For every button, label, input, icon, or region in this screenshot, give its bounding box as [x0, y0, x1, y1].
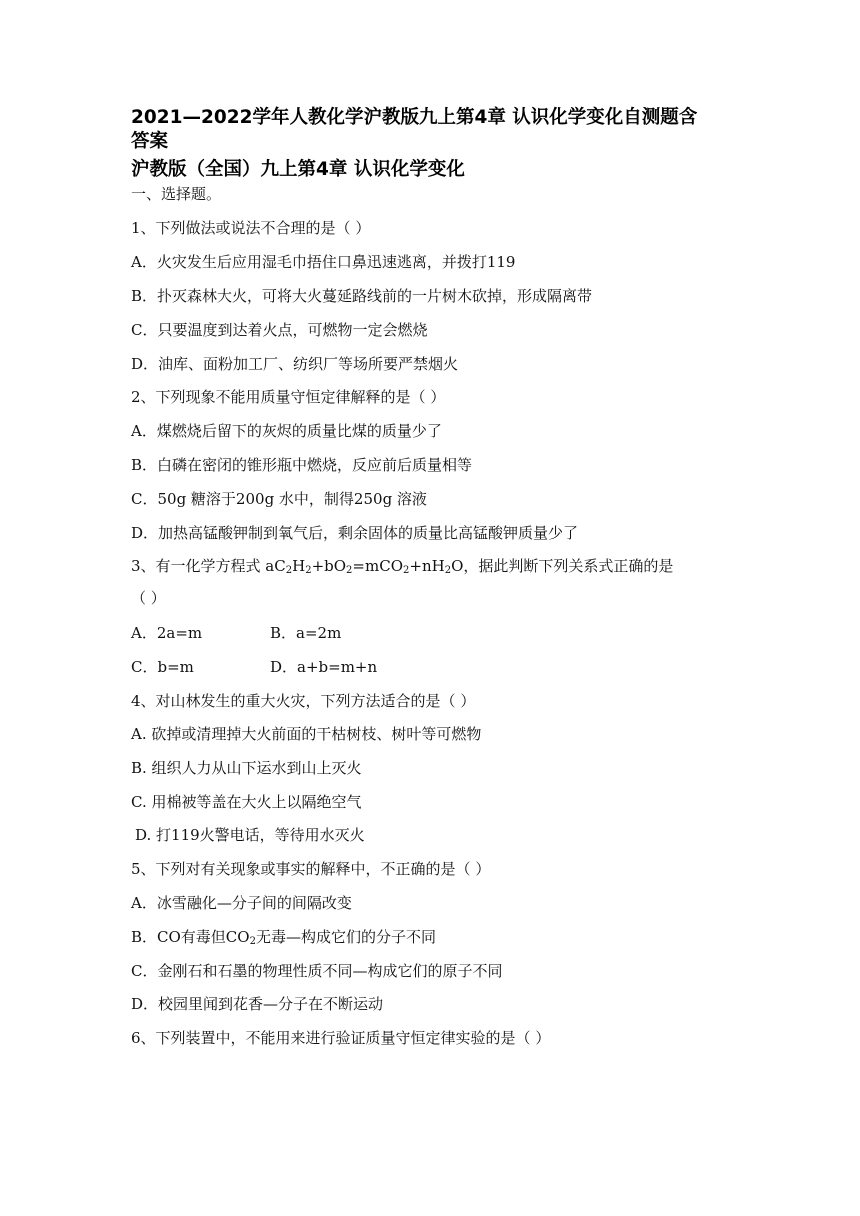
- question-4-option-d: D. 打119火警电话，等待用水灭火: [135, 826, 365, 844]
- question-3-option-c: C．b=m: [131, 658, 194, 676]
- question-5-stem: 5、下列对有关现象或事实的解释中，不正确的是（ ）: [131, 860, 491, 878]
- question-3-options-row1: [131, 623, 431, 643]
- document-title-line2: 答案: [131, 131, 169, 152]
- question-2-option-c: C．50g 糖溶于200g 水中，制得250g 溶液: [131, 490, 427, 508]
- question-1-stem: 1、下列做法或说法不合理的是（ ）: [131, 219, 371, 237]
- question-1-option-c: C．只要温度到达着火点，可燃物一定会燃烧: [131, 321, 428, 339]
- question-3-stem-line2: （ ）: [131, 589, 166, 607]
- document-subtitle: 沪教版（全国）九上第4章 认识化学变化: [131, 159, 465, 180]
- question-1-option-b: B．扑灭森林大火，可将大火蔓延路线前的一片树木砍掉，形成隔离带: [131, 287, 593, 305]
- question-3-options-row2: [131, 657, 431, 677]
- question-4-stem: 4、对山林发生的重大火灾，下列方法适合的是（ ）: [131, 692, 476, 710]
- question-4-option-a: A. 砍掉或清理掉大火前面的干枯树枝、树叶等可燃物: [131, 725, 482, 743]
- question-3-stem: 3、有一化学方程式 $aC_2H_2+bO_2=mCO_2+nH_2O$，据此判断下列关系式正确的是: [131, 557, 674, 576]
- question-2-stem: 2、下列现象不能用质量守恒定律解释的是（ ）: [131, 388, 446, 406]
- question-4-option-c: C. 用棉被等盖在大火上以隔绝空气: [131, 793, 362, 811]
- section-heading: 一、选择题。: [131, 185, 222, 203]
- question-3-option-d: D．a+b=m+n: [270, 658, 378, 676]
- question-3-option-a: A．2a=m: [131, 624, 203, 642]
- question-1-option-d: D．油库、面粉加工厂、纺织厂等场所要严禁烟火: [131, 355, 459, 373]
- question-5-option-c: C．金刚石和石墨的物理性质不同—构成它们的原子不同: [131, 962, 503, 980]
- question-5-option-d: D．校园里闻到花香—分子在不断运动: [131, 995, 384, 1013]
- question-4-option-b: B. 组织人力从山下运水到山上灭火: [131, 759, 362, 777]
- question-1-option-a: A．火灾发生后应用湿毛巾捂住口鼻迅速逃离，并拨打119: [131, 253, 516, 271]
- question-2-option-b: B．白磷在密闭的锥形瓶中燃烧，反应前后质量相等: [131, 456, 473, 474]
- question-2-option-d: D．加热高锰酸钾制到氧气后，剩余固体的质量比高锰酸钾质量少了: [131, 524, 579, 542]
- question-3-option-b: B．a=2m: [270, 624, 342, 642]
- question-5-option-b: B．CO有毒但$CO_2$无毒—构成它们的分子不同: [131, 928, 436, 947]
- question-2-option-a: A．煤燃烧后留下的灰烬的质量比煤的质量少了: [131, 422, 442, 440]
- question-6-stem: 6、下列装置中，不能用来进行验证质量守恒定律实验的是（ ）: [131, 1029, 551, 1047]
- document-title: 2021—2022学年人教化学沪教版九上第4章 认识化学变化自测题含: [131, 107, 698, 128]
- question-5-option-a: A．冰雪融化—分子间的间隔改变: [131, 894, 352, 912]
